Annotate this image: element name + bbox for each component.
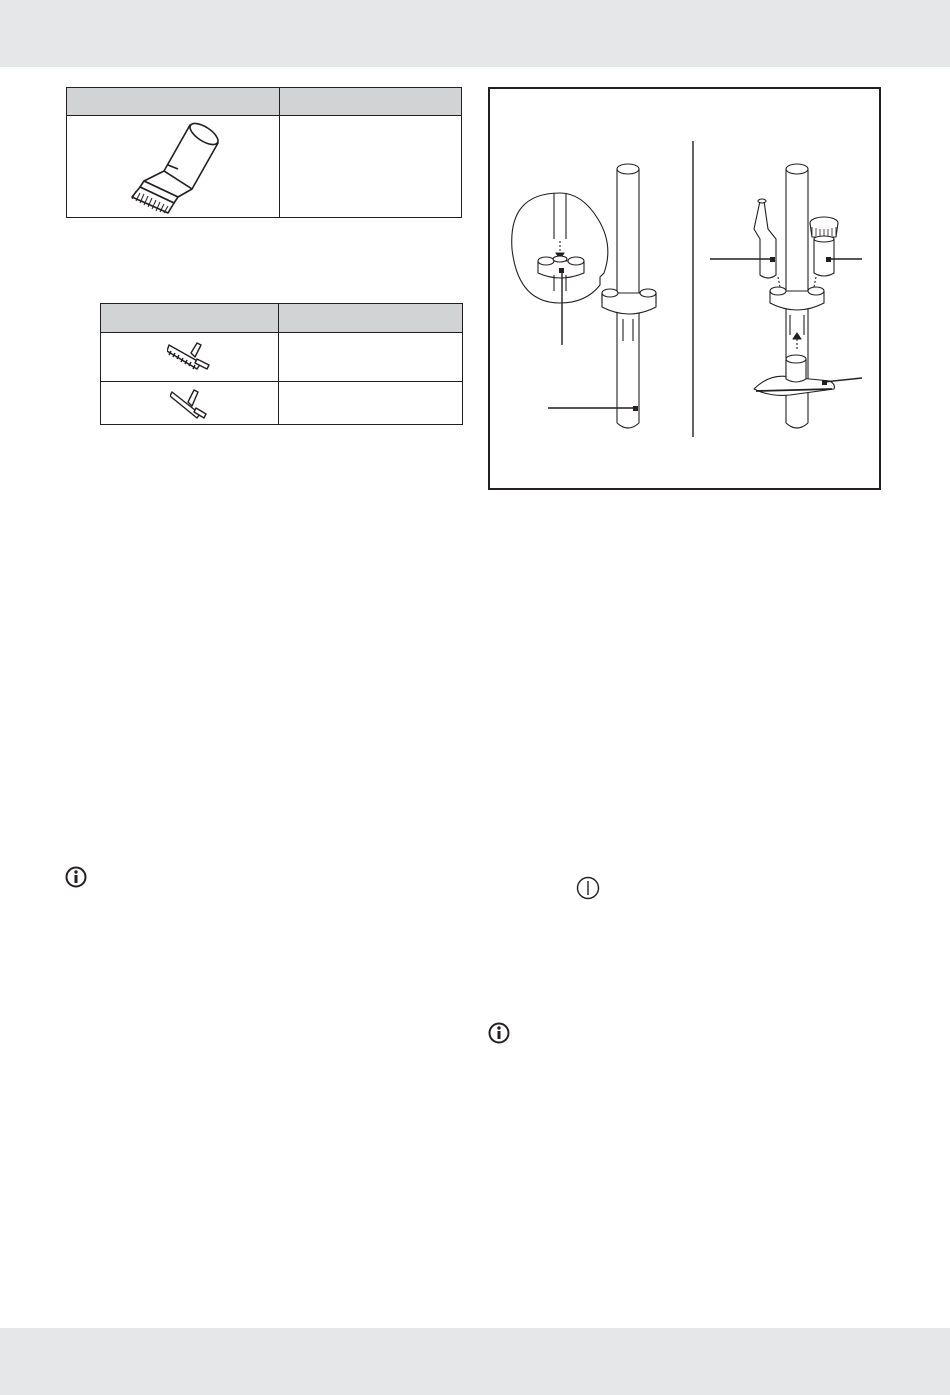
info-icon (488, 1022, 510, 1044)
header-band (0, 0, 950, 67)
brush-attachment-icon (118, 119, 228, 215)
brush-attachment-table (66, 87, 462, 218)
header-cell (67, 88, 280, 116)
table-row (101, 333, 463, 382)
assembly-illustration (490, 89, 879, 488)
flat-nozzle-icon (170, 386, 210, 420)
footer-band (0, 1328, 950, 1395)
table-row (67, 116, 462, 218)
description-cell (279, 333, 463, 382)
info-icon (65, 866, 87, 888)
table-header-row (67, 88, 462, 116)
header-cell (101, 304, 279, 333)
floor-nozzle-illustration (754, 355, 835, 395)
detail-bubble (512, 193, 608, 303)
illustration-cell (67, 116, 280, 218)
power-icon (576, 876, 600, 900)
description-cell (280, 116, 462, 218)
icon-cell (101, 382, 279, 425)
description-cell (279, 382, 463, 425)
nozzle-table (100, 303, 463, 425)
round-brush-illustration (810, 217, 838, 276)
table-header-row (101, 304, 463, 333)
header-cell (280, 88, 462, 116)
table-row (101, 382, 463, 425)
assembly-figure (488, 87, 881, 490)
crevice-nozzle-illustration (754, 199, 776, 278)
icon-cell (101, 333, 279, 382)
brush-head-nozzle-icon (167, 339, 213, 375)
left-tube-illustration (602, 164, 656, 428)
header-cell (279, 304, 463, 333)
